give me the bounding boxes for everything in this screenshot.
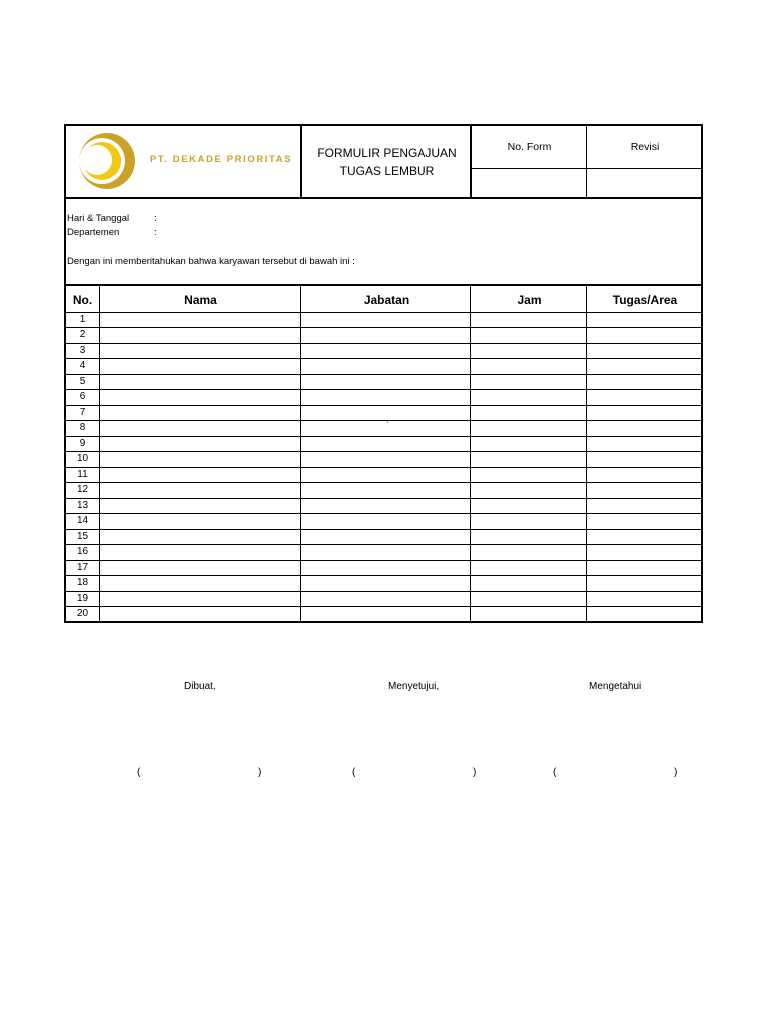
divider	[66, 544, 703, 545]
divider	[66, 513, 703, 514]
row-number: 12	[76, 484, 89, 495]
row-number: 9	[79, 438, 86, 449]
signature-mengetahui-label: Mengetahui	[589, 681, 642, 692]
divider	[66, 284, 703, 286]
divider	[586, 284, 587, 623]
divider	[66, 529, 703, 530]
row-number: 3	[79, 345, 86, 356]
signature-close-paren: )	[258, 767, 262, 778]
divider	[66, 405, 703, 406]
row-number: 10	[76, 453, 89, 464]
signature-close-paren: )	[473, 767, 477, 778]
company-name: PT. DEKADE PRIORITAS	[150, 154, 293, 165]
divider	[66, 498, 703, 499]
date-label: Hari & Tanggal	[67, 213, 130, 224]
no-form-label: No. Form	[507, 141, 552, 153]
divider	[99, 284, 100, 623]
divider	[66, 591, 703, 592]
divider	[66, 467, 703, 468]
divider	[66, 312, 703, 313]
divider	[66, 327, 703, 328]
row-number: 1	[79, 314, 86, 325]
header-no: No.	[72, 293, 93, 307]
divider	[66, 374, 703, 375]
row-number: 19	[76, 593, 89, 604]
divider	[66, 451, 703, 452]
row-number: 17	[76, 562, 89, 573]
form-title	[302, 144, 472, 180]
header-tugas-area: Tugas/Area	[612, 293, 678, 307]
signature-open-paren: (	[553, 767, 557, 778]
row-number: 20	[76, 608, 89, 619]
header-jam: Jam	[517, 293, 542, 307]
department-label: Departemen	[67, 227, 120, 238]
row-number: 6	[79, 391, 86, 402]
header-nama: Nama	[184, 293, 217, 307]
divider	[66, 482, 703, 483]
divider	[300, 126, 302, 197]
divider	[300, 284, 301, 623]
stray-mark: `	[386, 421, 389, 430]
row-number: 18	[76, 577, 89, 588]
crescent-logo-icon	[72, 132, 142, 190]
title-line-1: FORMULIR PENGAJUAN	[317, 146, 457, 160]
header-jabatan: Jabatan	[363, 293, 410, 307]
divider	[66, 436, 703, 437]
revisi-label: Revisi	[630, 141, 660, 153]
divider	[66, 343, 703, 344]
row-number: 14	[76, 515, 89, 526]
divider	[66, 389, 703, 390]
divider	[66, 197, 703, 199]
divider	[66, 420, 703, 421]
date-colon: :	[154, 213, 157, 224]
row-number: 13	[76, 500, 89, 511]
signature-open-paren: (	[137, 767, 141, 778]
row-number: 16	[76, 546, 89, 557]
row-number: 4	[79, 360, 86, 371]
divider	[470, 284, 471, 623]
row-number: 15	[76, 531, 89, 542]
divider	[471, 168, 703, 169]
row-number: 11	[77, 469, 88, 480]
row-number: 2	[79, 329, 86, 340]
overtime-form	[64, 124, 703, 623]
row-number: 8	[79, 422, 86, 433]
signature-dibuat-label: Dibuat,	[184, 681, 216, 692]
signature-menyetujui-label: Menyetujui,	[388, 681, 440, 692]
divider	[586, 126, 587, 197]
department-colon: :	[154, 227, 157, 238]
intro-text: Dengan ini memberitahukan bahwa karyawan tersebut di bawah ini :	[67, 256, 355, 267]
divider	[470, 126, 472, 197]
title-line-2: TUGAS LEMBUR	[339, 164, 435, 178]
divider	[66, 575, 703, 576]
signature-close-paren: )	[674, 767, 678, 778]
signature-open-paren: (	[352, 767, 356, 778]
divider	[66, 606, 703, 607]
row-number: 7	[79, 407, 86, 418]
divider	[66, 358, 703, 359]
row-number: 5	[79, 376, 86, 387]
divider	[66, 560, 703, 561]
